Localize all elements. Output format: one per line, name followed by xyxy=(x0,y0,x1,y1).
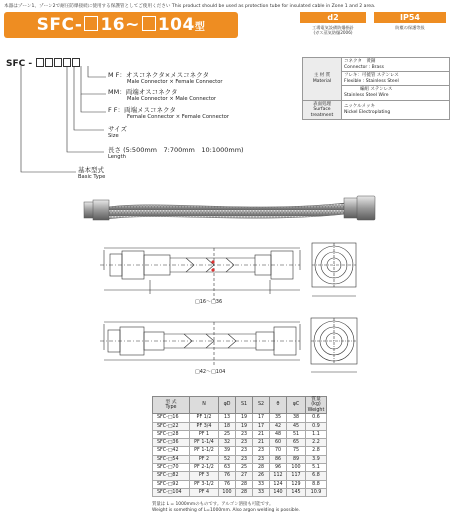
option-length: 長さ (5:500mm 7:700mm 10:1000mm) Length xyxy=(108,146,244,161)
value-cell: 25 xyxy=(219,430,236,438)
model-cell: SFC-□54 xyxy=(153,455,190,463)
table-row xyxy=(153,439,327,447)
material-header: 主 材 質 Material xyxy=(303,58,342,101)
value-cell: 140 xyxy=(270,488,287,496)
value-cell: 8.8 xyxy=(306,480,327,488)
surface-header: 表面処理 Surface treatment xyxy=(303,100,342,120)
footnote-jp: 質量は L = 1000mmのものです。アルゴン溶接も可能です。 xyxy=(152,502,274,507)
value-cell: 35 xyxy=(270,414,287,422)
dim-header-cell: S2 xyxy=(253,397,270,414)
value-cell: 5.1 xyxy=(306,464,327,472)
model-cell: SFC-□16 xyxy=(153,414,190,422)
material-row-flexible: フレキ：可撓管 ステンレス Flexible : Stainless Steel xyxy=(342,72,450,86)
value-cell: 39 xyxy=(219,447,236,455)
dim-header-cell: N xyxy=(190,397,219,414)
value-cell: 52 xyxy=(219,455,236,463)
value-cell: 17 xyxy=(253,422,270,430)
value-cell: 33 xyxy=(253,480,270,488)
table-row xyxy=(153,422,327,430)
value-cell: 117 xyxy=(287,472,306,480)
value-cell: 76 xyxy=(219,480,236,488)
option-mm: MM：両端オスコネクタ Male Connector × Male Connector xyxy=(108,88,217,103)
dim-header-cell: 質量(kg) Weight xyxy=(306,397,327,414)
value-cell: 51 xyxy=(287,430,306,438)
value-cell: PF 3/4 xyxy=(190,422,219,430)
model-cell: SFC-□82 xyxy=(153,472,190,480)
drawing-small-label: □16～□36 xyxy=(195,299,223,305)
value-cell: PF 1 xyxy=(190,430,219,438)
value-cell: 2.2 xyxy=(306,439,327,447)
value-cell: 21 xyxy=(253,439,270,447)
value-cell: PF 1-1/2 xyxy=(190,447,219,455)
table-row xyxy=(153,455,327,463)
dim-header-cell: φD xyxy=(219,397,236,414)
value-cell: 0.9 xyxy=(306,422,327,430)
model-cell: SFC-□42 xyxy=(153,447,190,455)
value-cell: 19 xyxy=(236,414,253,422)
value-cell: 112 xyxy=(270,472,287,480)
value-cell: PF 3 xyxy=(190,472,219,480)
table-row xyxy=(153,488,327,496)
value-cell: 28 xyxy=(236,488,253,496)
value-cell: 45 xyxy=(287,422,306,430)
value-cell: 28 xyxy=(236,480,253,488)
page-title: SFC- 16~ 104型 xyxy=(36,15,206,35)
value-cell: 38 xyxy=(287,414,306,422)
table-row xyxy=(153,447,327,455)
value-cell: 27 xyxy=(236,472,253,480)
option-ff: F F：両端メスコネクタ Female Connector × Female Connector xyxy=(108,106,229,121)
value-cell: 3.9 xyxy=(306,455,327,463)
surface-value: ニッケルメッキ Nickel Electroplating xyxy=(342,100,450,120)
value-cell: 100 xyxy=(287,464,306,472)
model-cell: SFC-□92 xyxy=(153,480,190,488)
value-cell: 96 xyxy=(270,464,287,472)
notice-text: 本器はゾーン1、ゾーン2で耐圧防爆接続に使用する保護管としてご使用ください This product should be used as protection tube for insulated cable in Zone 1 and 2 area. xyxy=(4,4,376,9)
value-cell: 1.1 xyxy=(306,430,327,438)
value-cell: 86 xyxy=(270,455,287,463)
value-cell: 25 xyxy=(236,464,253,472)
dim-header-cell: θ xyxy=(270,397,287,414)
value-cell: 21 xyxy=(253,430,270,438)
value-cell: 28 xyxy=(253,464,270,472)
model-cell: SFC-□36 xyxy=(153,439,190,447)
material-row-connector: コネクタ 黄銅 Connector : Brass xyxy=(342,58,450,72)
value-cell: 26 xyxy=(253,472,270,480)
dimension-table xyxy=(152,396,327,497)
value-cell: 60 xyxy=(270,439,287,447)
footnote-en: Weight is something of L=1000mm. Also argon welding is possible. xyxy=(152,508,300,513)
value-cell: 100 xyxy=(219,488,236,496)
value-cell: 76 xyxy=(219,472,236,480)
value-cell: 145 xyxy=(287,488,306,496)
value-cell: 42 xyxy=(270,422,287,430)
table-row xyxy=(153,414,327,422)
option-size: サイズ Size xyxy=(108,125,127,140)
ip-rating-badge: IP54 xyxy=(374,12,446,23)
value-cell: 124 xyxy=(270,480,287,488)
value-cell: 19 xyxy=(236,422,253,430)
dim-header-cell: φC xyxy=(287,397,306,414)
ip-rating-desc: 防塵の保護等級 xyxy=(395,25,425,30)
value-cell: PF 2-1/2 xyxy=(190,464,219,472)
value-cell: 32 xyxy=(219,439,236,447)
explosion-class-badge: d2 xyxy=(300,12,366,23)
model-code: SFC - xyxy=(6,58,80,69)
table-row xyxy=(153,472,327,480)
value-cell: 89 xyxy=(287,455,306,463)
model-cell: SFC-□28 xyxy=(153,430,190,438)
value-cell: 23 xyxy=(253,447,270,455)
table-row xyxy=(153,480,327,488)
value-cell: 48 xyxy=(270,430,287,438)
option-basic-type: 基本型式 Basic Type xyxy=(78,166,106,181)
value-cell: 63 xyxy=(219,464,236,472)
value-cell: 18 xyxy=(219,422,236,430)
value-cell: 6.8 xyxy=(306,472,327,480)
model-cell: SFC-□22 xyxy=(153,422,190,430)
table-row xyxy=(153,464,327,472)
value-cell: 23 xyxy=(253,455,270,463)
model-cell: SFC-□104 xyxy=(153,488,190,496)
value-cell: 10.9 xyxy=(306,488,327,496)
value-cell: 65 xyxy=(287,439,306,447)
value-cell: 23 xyxy=(236,447,253,455)
value-cell: PF 1-1/4 xyxy=(190,439,219,447)
explosion-class-desc: 工場電気設備防爆指針 (ガス蒸気防爆2006) xyxy=(312,25,354,36)
material-row-braid: 編組 ステンレス Stainless Steel Wire xyxy=(342,86,450,100)
model-cell: SFC-□70 xyxy=(153,464,190,472)
value-cell: 17 xyxy=(253,414,270,422)
value-cell: PF 3-1/2 xyxy=(190,480,219,488)
option-mf: M F：オスコネクタ×メスコネクタ Male Connector × Female Connector xyxy=(108,71,223,86)
value-cell: 129 xyxy=(287,480,306,488)
value-cell: PF 2 xyxy=(190,455,219,463)
dim-header-cell: 型 式 Type xyxy=(153,397,190,414)
value-cell: 23 xyxy=(236,455,253,463)
value-cell: PF 4 xyxy=(190,488,219,496)
value-cell: 23 xyxy=(236,430,253,438)
value-cell: 2.8 xyxy=(306,447,327,455)
value-cell: 33 xyxy=(253,488,270,496)
value-cell: 75 xyxy=(287,447,306,455)
value-cell: PF 1/2 xyxy=(190,414,219,422)
drawing-large-label: □42～□104 xyxy=(195,369,226,375)
dim-header-cell: S1 xyxy=(236,397,253,414)
value-cell: 13 xyxy=(219,414,236,422)
value-cell: 0.6 xyxy=(306,414,327,422)
value-cell: 23 xyxy=(236,439,253,447)
value-cell: 70 xyxy=(270,447,287,455)
table-row xyxy=(153,430,327,438)
